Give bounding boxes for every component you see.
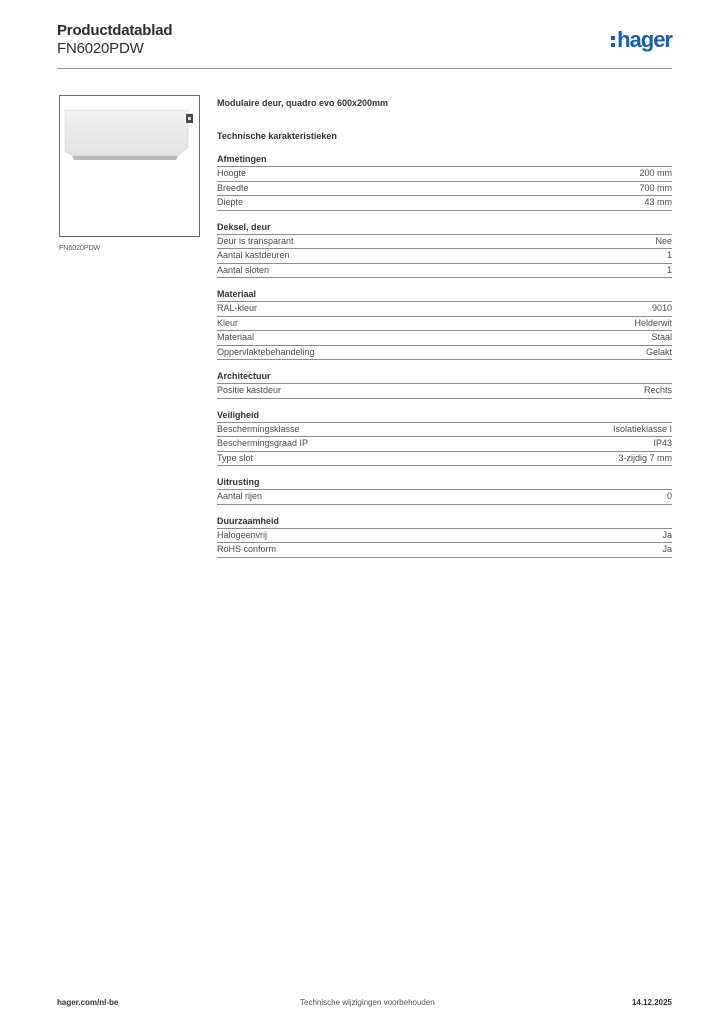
- footer-website: hager.com/nl-be: [57, 998, 119, 1007]
- section-title: Materiaal: [217, 287, 672, 302]
- spec-label: Positie kastdeur: [217, 385, 282, 395]
- spec-value: IP43: [653, 438, 672, 448]
- spec-row: [217, 264, 672, 279]
- spec-row: [217, 384, 672, 399]
- spec-label: Halogeenvrij: [217, 529, 268, 540]
- spec-row: [217, 331, 672, 346]
- spec-row: [217, 437, 672, 452]
- spec-value: 43 mm: [644, 197, 672, 207]
- spec-value: Rechts: [643, 385, 672, 395]
- logo-text: hager: [617, 27, 672, 52]
- footer-date: 14.12.2025: [631, 998, 672, 1007]
- section-title: Duurzaamheid: [217, 514, 672, 529]
- spec-row: [217, 249, 672, 264]
- section-title: Afmetingen: [217, 152, 672, 167]
- product-image: [59, 95, 200, 237]
- spec-row: [217, 529, 672, 544]
- tech-characteristics-heading: Technische karakteristieken: [217, 131, 337, 141]
- section-title: Uitrusting: [217, 475, 672, 490]
- spec-value: Staal: [651, 332, 672, 342]
- spec-value: Isolatieklasse I: [612, 423, 672, 434]
- spec-label: Aantal rijen: [217, 491, 263, 501]
- spec-row: [217, 423, 672, 438]
- spec-label: RAL-kleur: [217, 303, 258, 313]
- spec-section: [217, 408, 672, 467]
- spec-label: Beschermingsgraad IP: [217, 438, 309, 448]
- spec-value: 0: [666, 491, 672, 501]
- spec-section: [217, 220, 672, 279]
- spec-value: 1: [666, 250, 672, 260]
- spec-value: Nee: [655, 235, 672, 246]
- spec-label: Type slot: [217, 452, 254, 463]
- logo-dots-icon: [611, 36, 615, 47]
- spec-value: 1: [666, 264, 672, 275]
- spec-label: Breedte: [217, 182, 249, 193]
- spec-row: [217, 490, 672, 505]
- hager-logo: [611, 27, 672, 53]
- spec-label: Kleur: [217, 317, 239, 328]
- spec-row: [217, 317, 672, 332]
- image-caption: FN6020PDW: [59, 245, 101, 252]
- spec-label: Hoogte: [217, 168, 247, 178]
- spec-row: [217, 302, 672, 317]
- section-title: Deksel, deur: [217, 220, 672, 235]
- spec-section: [217, 369, 672, 399]
- spec-row: [217, 182, 672, 197]
- spec-value: 700 mm: [639, 182, 672, 193]
- spec-label: Beschermingsklasse: [217, 423, 300, 434]
- spec-row: [217, 196, 672, 211]
- spec-value: Ja: [662, 544, 672, 554]
- spec-row: [217, 452, 672, 467]
- spec-row: [217, 167, 672, 182]
- spec-row: [217, 346, 672, 361]
- header-divider: [57, 68, 672, 69]
- spec-label: Deur is transparant: [217, 235, 294, 246]
- document-title: Productdatablad: [57, 22, 173, 39]
- spec-section: [217, 475, 672, 505]
- spec-value: 200 mm: [639, 168, 672, 178]
- spec-label: Aantal kastdeuren: [217, 250, 290, 260]
- spec-section: [217, 514, 672, 558]
- spec-label: Oppervlaktebehandeling: [217, 346, 315, 357]
- spec-label: Aantal sloten: [217, 264, 270, 275]
- product-code-heading: FN6020PDW: [57, 40, 144, 57]
- spec-sections: [217, 152, 672, 558]
- spec-label: RoHS conform: [217, 544, 277, 554]
- spec-row: [217, 543, 672, 558]
- spec-value: Ja: [662, 529, 672, 540]
- spec-value: 9010: [651, 303, 672, 313]
- spec-value: Gelakt: [645, 346, 672, 357]
- section-title: Architectuur: [217, 369, 672, 384]
- section-title: Veiligheid: [217, 408, 672, 423]
- spec-label: Diepte: [217, 197, 244, 207]
- spec-value: Helderwit: [634, 317, 672, 328]
- spec-row: [217, 235, 672, 250]
- product-name: Modulaire deur, quadro evo 600x200mm: [217, 98, 389, 108]
- spec-content: [217, 96, 672, 558]
- spec-label: Materiaal: [217, 332, 255, 342]
- footer-disclaimer: Technische wijzigingen voorbehouden: [300, 998, 435, 1007]
- spec-section: [217, 287, 672, 360]
- spec-value: 3-zijdig 7 mm: [618, 452, 672, 463]
- spec-section: [217, 152, 672, 211]
